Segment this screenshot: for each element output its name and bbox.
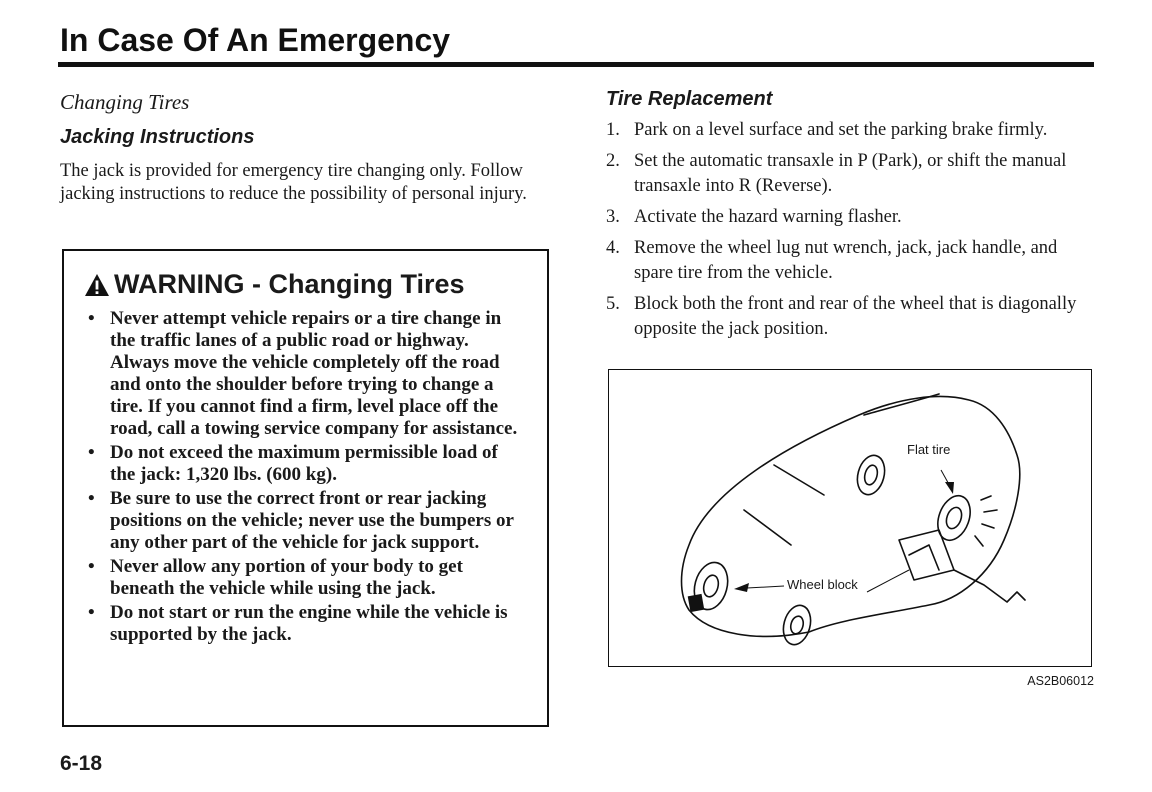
warning-item-text: Do not exceed the maximum permissible load of the jack: 1,320 lbs. (600 kg). [110, 442, 498, 485]
wheel-block-shape [688, 594, 705, 612]
car-jack-illustration [609, 370, 1090, 665]
step-text: Set the automatic transaxle in P (Park), or shift the manual transaxle into R (Reverse). [634, 151, 1067, 196]
warning-item [86, 556, 527, 600]
bullet: • [88, 488, 95, 509]
motion-line [975, 536, 983, 546]
step-item [604, 292, 1094, 342]
jack-body [899, 530, 954, 580]
step-text: Park on a level surface and set the parking brake firmly. [634, 120, 1048, 140]
bullet: • [88, 308, 95, 329]
pointer-arrowhead [945, 482, 954, 494]
bullet: • [88, 556, 95, 577]
warning-item-text: Do not start or run the engine while the vehicle is supported by the jack. [110, 602, 508, 645]
pointer-arrowhead [734, 583, 749, 592]
pointer-line [867, 570, 909, 592]
step-item [604, 118, 1094, 143]
warning-item [86, 488, 527, 554]
step-text: Remove the wheel lug nut wrench, jack, jack handle, and spare tire from the vehicle. [634, 238, 1058, 283]
rear-left-wheel-hub [701, 574, 720, 599]
pointer-line [747, 586, 784, 588]
flat-tire-hub [944, 505, 965, 530]
front-left-wheel [853, 452, 888, 497]
car-door-line [744, 510, 791, 545]
warning-item-text: Be sure to use the correct front or rear jacking positions on the vehicle; never use the bumpers or any other part of the vehicle for jack support. [110, 488, 514, 553]
car-body-outline [682, 396, 1020, 636]
step-item [604, 205, 1094, 230]
jack-linkage [909, 545, 939, 570]
figure-code: AS2B06012 [1027, 674, 1094, 688]
warning-item-text: Never allow any portion of your body to get beneath the vehicle while using the jack. [110, 556, 463, 599]
front-left-wheel-hub [863, 464, 880, 486]
page-number: 6-18 [60, 752, 103, 775]
section-title-tire-replacement: Tire Replacement [606, 88, 773, 110]
title-rule [58, 62, 1094, 67]
bullet: • [88, 442, 95, 463]
step-number: 1. [606, 120, 620, 140]
step-number: 3. [606, 207, 620, 227]
bullet: • [88, 602, 95, 623]
steps-list [604, 118, 1094, 348]
motion-line [981, 496, 991, 500]
jack-handle [954, 570, 1025, 602]
intro-paragraph: The jack is provided for emergency tire changing only. Follow jacking instructions to reduce the possibility of personal injury. [60, 161, 527, 204]
section-title-changing-tires: Changing Tires [60, 90, 190, 114]
page-title: In Case Of An Emergency [60, 22, 451, 58]
warning-title [84, 269, 527, 300]
step-text: Activate the hazard warning flasher. [634, 207, 902, 227]
label-flat-tire: Flat tire [907, 442, 951, 457]
warning-box [62, 249, 549, 727]
step-text: Block both the front and rear of the wheel that is diagonally opposite the jack position. [634, 294, 1077, 339]
car-roof-line [864, 394, 939, 415]
flat-tire-wheel [932, 491, 976, 544]
step-number: 2. [606, 151, 620, 171]
warning-title-text: WARNING - Changing Tires [114, 269, 465, 299]
car-windshield-line [774, 465, 824, 495]
warning-item [86, 442, 527, 486]
step-item [604, 236, 1094, 286]
step-number: 5. [606, 294, 620, 314]
warning-triangle-icon [84, 273, 110, 297]
rear-right-wheel-hub [789, 615, 805, 635]
subsection-jacking-instructions: Jacking Instructions [60, 126, 255, 148]
warning-item-text: Never attempt vehicle repairs or a tire change in the traffic lanes of a public road or highway. Always move the vehicle completely off the road and onto the shoulder before trying to change a tire. If you cannot find a firm, level place off the road, call a towing service company for assistance. [110, 308, 518, 439]
warning-list [86, 308, 527, 646]
warning-item [86, 308, 527, 440]
motion-line [984, 510, 997, 512]
step-number: 4. [606, 238, 620, 258]
label-wheel-block: Wheel block [787, 577, 858, 592]
jacking-illustration [608, 369, 1092, 667]
rear-right-wheel [779, 602, 814, 647]
motion-line [982, 524, 994, 528]
step-item [604, 149, 1094, 199]
warning-item [86, 602, 527, 646]
